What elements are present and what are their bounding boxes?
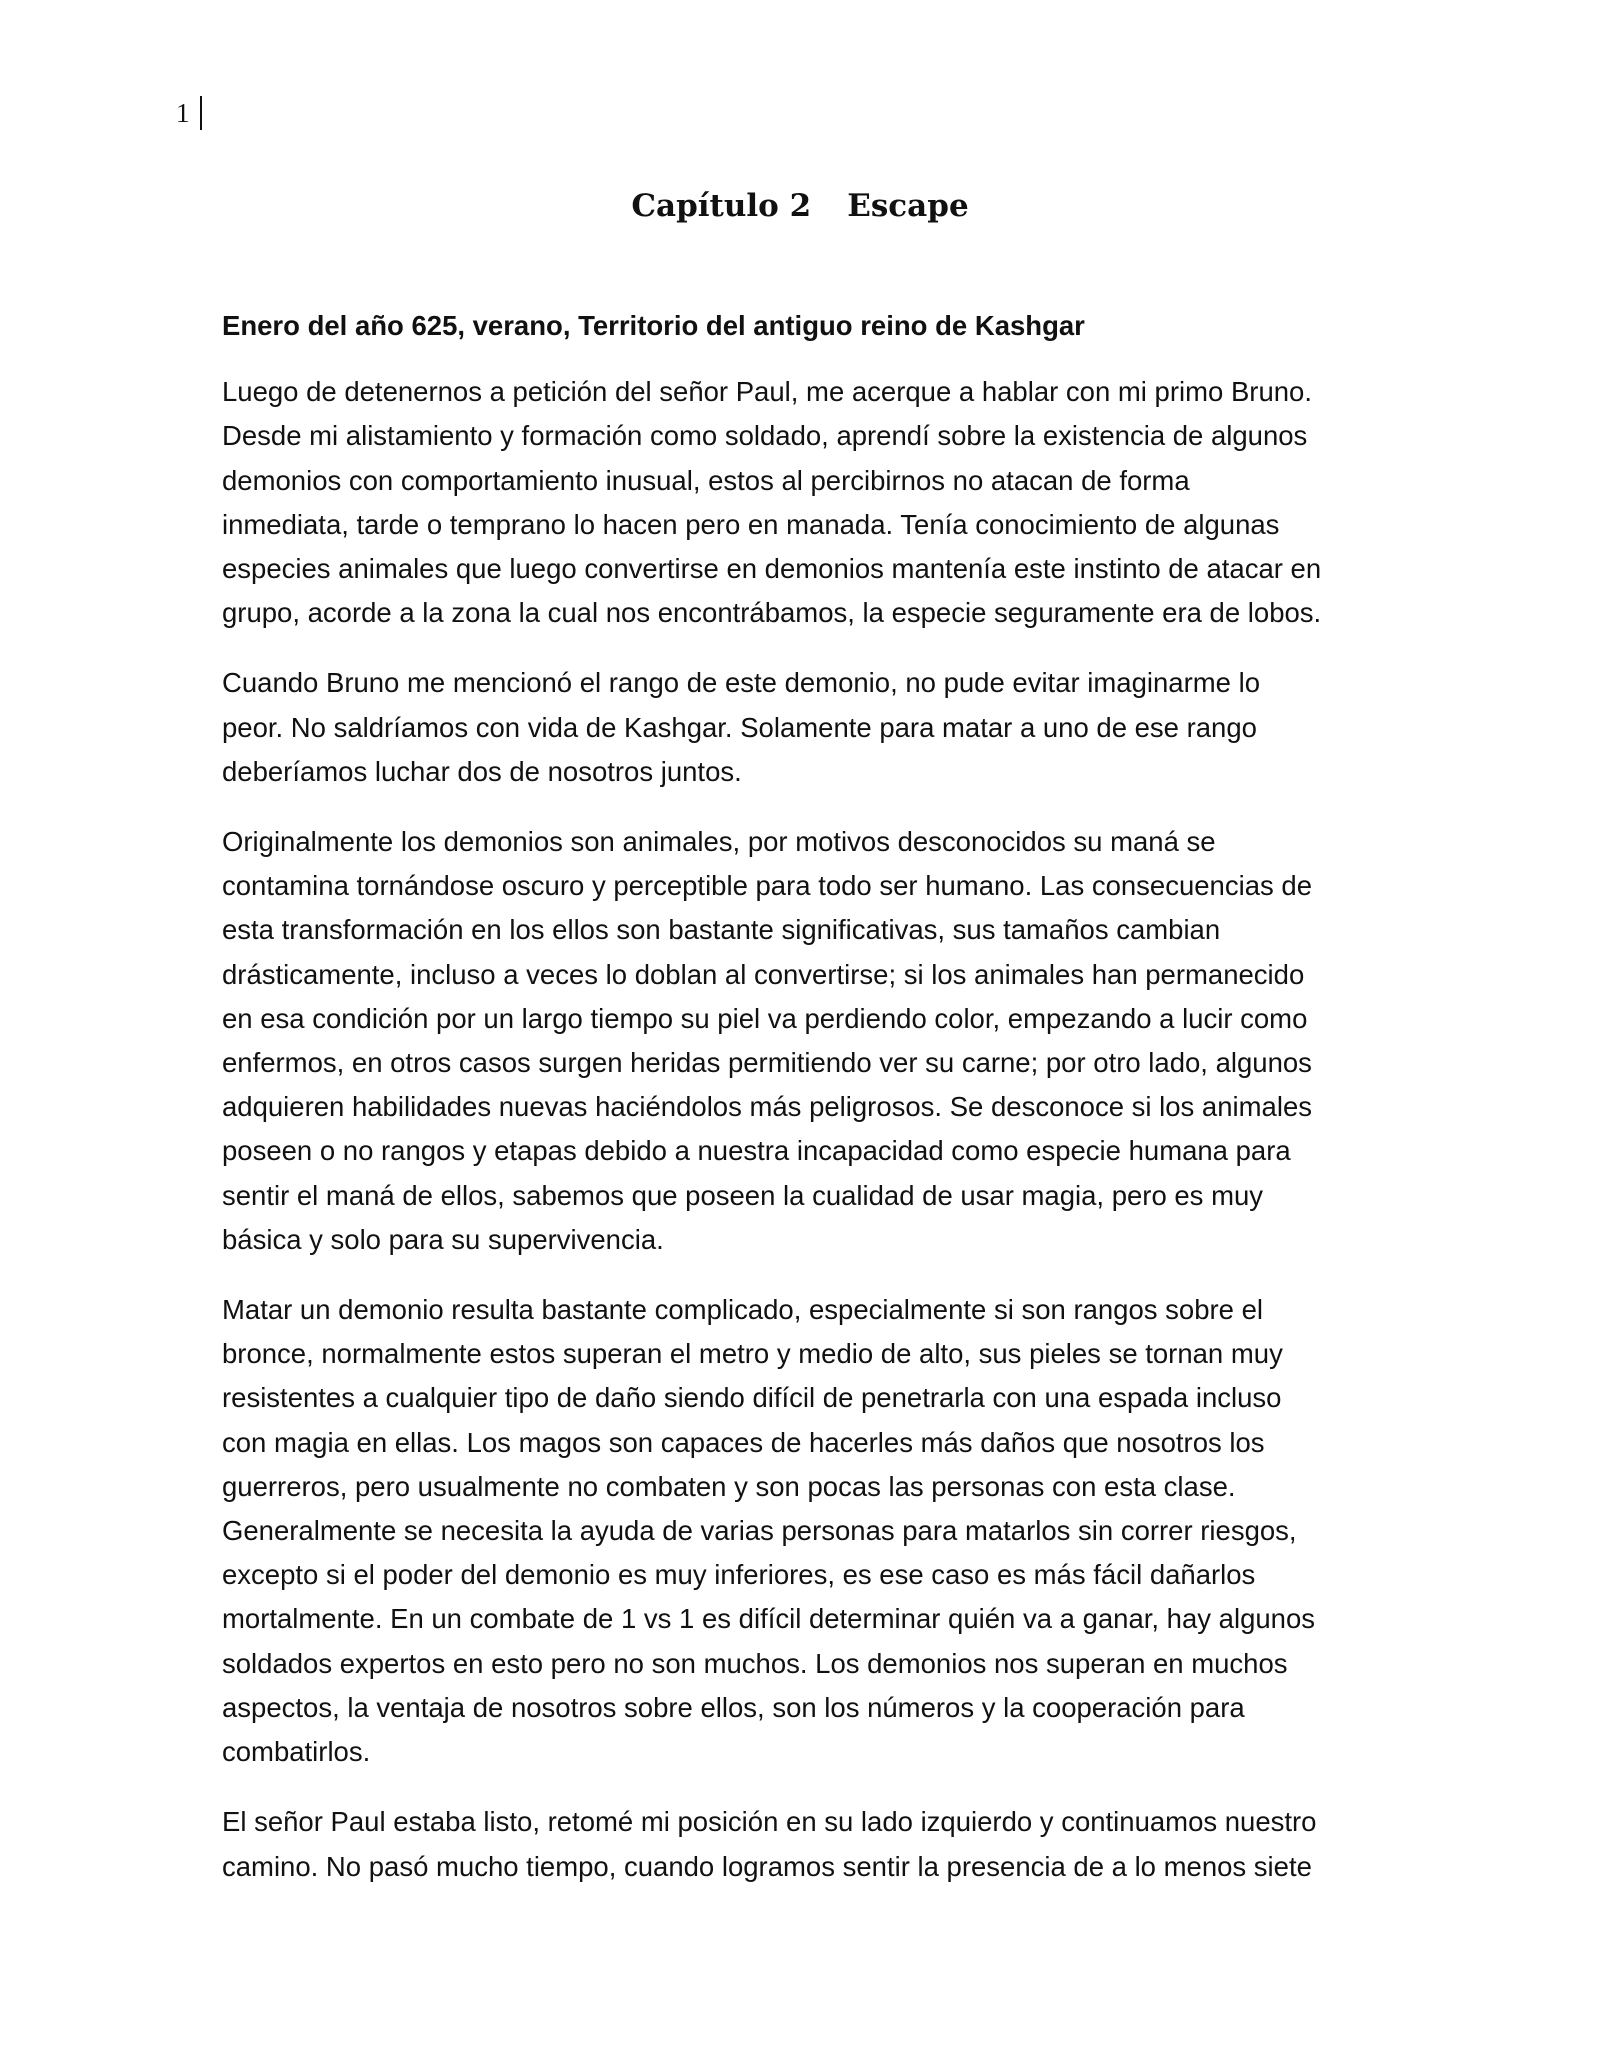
dateline: Enero del año 625, verano, Territorio del antiguo reino de Kashgar [222,310,1085,341]
chapter-heading [0,184,1600,228]
text-line: soldados expertos en esto pero no son muchos. Los demonios nos superan en muchos [222,1647,1288,1679]
chapter-title: Escape [847,188,969,224]
text-line: adquieren habilidades nuevas haciéndolos más peligrosos. Se desconoce si los animales [222,1091,1312,1123]
text-line: contamina tornándose oscuro y perceptible para todo ser humano. Las consecuencias de [222,870,1312,902]
text-line: deberíamos luchar dos de nosotros juntos. [222,755,742,787]
text-line: excepto si el poder del demonio es muy inferiores, es ese caso es más fácil dañarlos [222,1559,1256,1591]
text-line: en esa condición por un largo tiempo su piel va perdiendo color, empezando a lucir como [222,1002,1308,1034]
text-line: peor. No saldríamos con vida de Kashgar. Solamente para matar a uno de ese rango [222,711,1257,743]
text-line: Cuando Bruno me mencionó el rango de este demonio, no pude evitar imaginarme lo [222,667,1260,699]
text-line: especies animales que luego convertirse en demonios mantenía este instinto de atacar en [222,553,1322,585]
text-line: aspectos, la ventaja de nosotros sobre ellos, son los números y la cooperación para [222,1691,1245,1723]
text-line: camino. No pasó mucho tiempo, cuando logramos sentir la presencia de a lo menos siete [222,1850,1312,1882]
paragraph [222,370,1372,635]
text-line: Luego de detenernos a petición del señor Paul, me acerque a hablar con mi primo Bruno. [222,376,1312,408]
text-line: sentir el maná de ellos, sabemos que poseen la cualidad de usar magia, pero es muy [222,1179,1264,1211]
text-line: bronce, normalmente estos superan el metro y medio de alto, sus pieles se tornan muy [222,1338,1283,1370]
paragraph-list [222,370,1372,1889]
page-number: 1 [176,96,202,130]
text-line: demonios con comportamiento inusual, estos al percibirnos no atacan de forma [222,464,1190,496]
text-line: mortalmente. En un combate de 1 vs 1 es difícil determinar quién va a ganar, hay algunos [222,1603,1315,1635]
text-line: El señor Paul estaba listo, retomé mi posición en su lado izquierdo y continuamos nuestro [222,1806,1317,1838]
paragraph [222,661,1372,794]
text-line: enfermos, en otros casos surgen heridas permitiendo ver su carne; por otro lado, algunos [222,1047,1312,1079]
text-line: esta transformación en los ellos son bastante significativas, sus tamaños cambian [222,914,1221,946]
text-line: con magia en ellas. Los magos son capaces de hacerles más daños que nosotros los [222,1426,1265,1458]
chapter-number: Capítulo 2 [631,188,812,224]
text-line: Originalmente los demonios son animales, por motivos desconocidos su maná se [222,826,1216,858]
document-body [222,304,1372,1915]
text-line: poseen o no rangos y etapas debido a nuestra incapacidad como especie humana para [222,1135,1291,1167]
paragraph [222,1288,1372,1774]
text-line: Desde mi alistamiento y formación como soldado, aprendí sobre la existencia de algunos [222,420,1308,452]
text-line: resistentes a cualquier tipo de daño siendo difícil de penetrarla con una espada incluso [222,1382,1282,1414]
text-line: guerreros, pero usualmente no combaten y son pocas las personas con esta clase. [222,1470,1236,1502]
paragraph [222,820,1372,1262]
text-line: básica y solo para su supervivencia. [222,1223,664,1255]
text-line: Generalmente se necesita la ayuda de varias personas para matarlos sin correr riesgos, [222,1515,1297,1547]
text-line: drásticamente, incluso a veces lo doblan al convertirse; si los animales han permanecido [222,958,1305,990]
text-line: inmediata, tarde o temprano lo hacen pero en manada. Tenía conocimiento de algunas [222,508,1280,540]
paragraph [222,1800,1372,1888]
text-line: Matar un demonio resulta bastante complicado, especialmente si son rangos sobre el [222,1294,1263,1326]
text-line: combatirlos. [222,1736,371,1768]
text-line: grupo, acorde a la zona la cual nos encontrábamos, la especie seguramente era de lobos. [222,597,1322,629]
